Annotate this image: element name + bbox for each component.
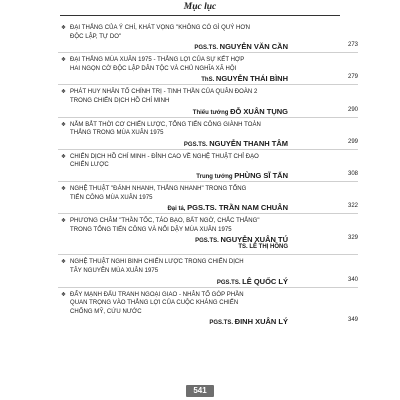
diamond-bullet-icon: ❖ [61,259,66,266]
diamond-bullet-icon: ❖ [61,57,66,64]
toc-entry[interactable] [58,121,358,138]
entry-title-line: TRONG TỔNG TIẾN CÔNG VÀ NỔI DẬY MÙA XUÂN 1975 [70,226,232,233]
toc-entry[interactable] [58,24,358,41]
diamond-bullet-icon: ❖ [61,218,66,225]
entry-author: PGS.TS. NGUYỄN XUÂN TÚ [195,235,288,245]
entry-title-line: CHIẾN LƯỢC [70,162,109,169]
header-rule [60,15,340,16]
toc-entry[interactable] [58,56,358,73]
entry-title-line: ĐẨY MẠNH ĐẤU TRANH NGOẠI GIAO - NHÂN TỐ GÓP PHẦN [70,291,244,298]
entry-separator [58,52,358,53]
entry-title-line: PHÁT HUY NHÂN TỐ CHÍNH TRỊ - TINH THẦN CỦA QUÂN ĐOÀN 2 [70,89,258,96]
entry-author-row [58,316,358,325]
entry-author: Đại tá, PGS.TS. TRẦN NAM CHUÂN [167,203,288,213]
entry-page-number: 349 [347,317,358,324]
toc-entry[interactable] [58,185,358,202]
page-number: 541 [186,385,214,397]
entry-page-number: 279 [347,74,358,81]
entry-title-line: ĐỘC LẬP, TỰ DO" [70,33,122,40]
entry-title-line: TÂY NGUYÊN MÙA XUÂN 1975 [70,267,159,274]
entry-title-line: TRONG CHIẾN DỊCH HỒ CHÍ MINH [70,97,170,104]
toc-entry[interactable] [58,153,358,170]
toc-entry[interactable] [58,291,358,317]
entry-page-number: 299 [347,138,358,145]
entry-title-line: CHỐNG MỸ, CỨU NƯỚC [70,308,142,315]
entry-page-number: 290 [347,106,358,113]
entry-separator [58,84,358,85]
entry-author: Trung tướng PHÙNG SĨ TẤN [196,170,288,180]
entry-page-number: 329 [347,235,358,242]
diamond-bullet-icon: ❖ [61,153,66,160]
page-header [0,0,400,20]
entry-author-row [58,138,358,147]
entry-author-row [58,276,358,285]
entry-page-number: 340 [347,276,358,283]
toc-entry[interactable] [58,88,358,105]
entry-separator [58,117,358,118]
entry-author: PGS.TS. NGUYỄN VĂN CẦN [194,42,288,52]
entry-page-number: 308 [347,170,358,177]
entry-separator [58,149,358,150]
entry-separator [58,181,358,182]
diamond-bullet-icon: ❖ [61,121,66,128]
entry-author: ThS. NGUYỄN THÁI BÌNH [201,74,288,84]
entry-author-row [58,73,358,82]
page-title: Mục lục [183,2,217,12]
entry-author-2: TS. LÊ THỊ HỒNG [238,244,288,251]
entry-author-row [58,41,358,50]
diamond-bullet-icon: ❖ [61,89,66,96]
entry-title-line: HAI NGỌN CỜ ĐỘC LẬP DÂN TỘC VÀ CHỦ NGHĨA XÃ HỘI [70,65,237,72]
entry-page-number: 322 [347,203,358,210]
entry-author: Thiếu tướng ĐỖ XUÂN TỤNG [192,106,288,116]
diamond-bullet-icon: ❖ [61,291,66,298]
entry-separator [58,287,358,288]
entry-title-line: NGHỆ THUẬT "ĐÁNH NHANH, THẮNG NHANH" TRONG TỔNG [70,185,247,192]
entry-title-line: ĐẠI THẮNG MÙA XUÂN 1975 - THẮNG LỢI CỦA SỰ KẾT HỢP [70,57,245,64]
entry-author-row-2 [58,243,358,252]
entry-page-number: 273 [347,42,358,49]
entry-author: PGS.TS. NGUYỄN THANH TÂM [183,138,288,148]
entry-author: PGS.TS. ĐINH XUÂN LÝ [209,317,288,327]
entry-title-line: PHƯƠNG CHÂM "THẦN TỐC, TÁO BẠO, BẤT NGỜ, CHẮC THẮNG" [70,218,260,225]
entry-title-line: NGHỆ THUẬT NGHI BINH CHIẾN LƯỢC TRONG CHIẾN DỊCH [70,259,244,266]
entry-title-line: THẮNG TRONG MÙA XUÂN 1975 [70,130,164,137]
toc-entry[interactable] [58,258,358,275]
entry-separator [58,254,358,255]
entry-title-line: TIẾN CÔNG MÙA XUÂN 1975 [70,194,153,201]
diamond-bullet-icon: ❖ [61,25,66,31]
toc-entry[interactable] [58,217,358,234]
table-of-contents [58,24,358,325]
entry-author-row [58,170,358,179]
entry-author-row [58,202,358,211]
entry-title-line: NẮM BẮT THỜI CƠ CHIẾN LƯỢC, TỔNG TIẾN CÔNG GIÀNH TOÀN [70,121,261,128]
entry-separator [58,213,358,214]
entry-author: PGS.TS. LÊ QUỐC LÝ [216,276,288,286]
entry-title-line: ĐẠI THẮNG CỦA Ý CHÍ, KHÁT VỌNG "KHÔNG CÓ GÌ QUÝ HƠN [70,25,250,31]
entry-title-line: CHIẾN DỊCH HỒ CHÍ MINH - ĐỈNH CAO VỀ NGHỆ THUẬT CHỈ ĐẠO [70,153,259,160]
entry-author-row [58,106,358,115]
diamond-bullet-icon: ❖ [61,185,66,192]
entry-author-row [58,234,358,243]
entry-title-line: QUAN TRỌNG VÀO THẮNG LỢI CỦA CUỘC KHÁNG CHIẾN [70,300,239,307]
